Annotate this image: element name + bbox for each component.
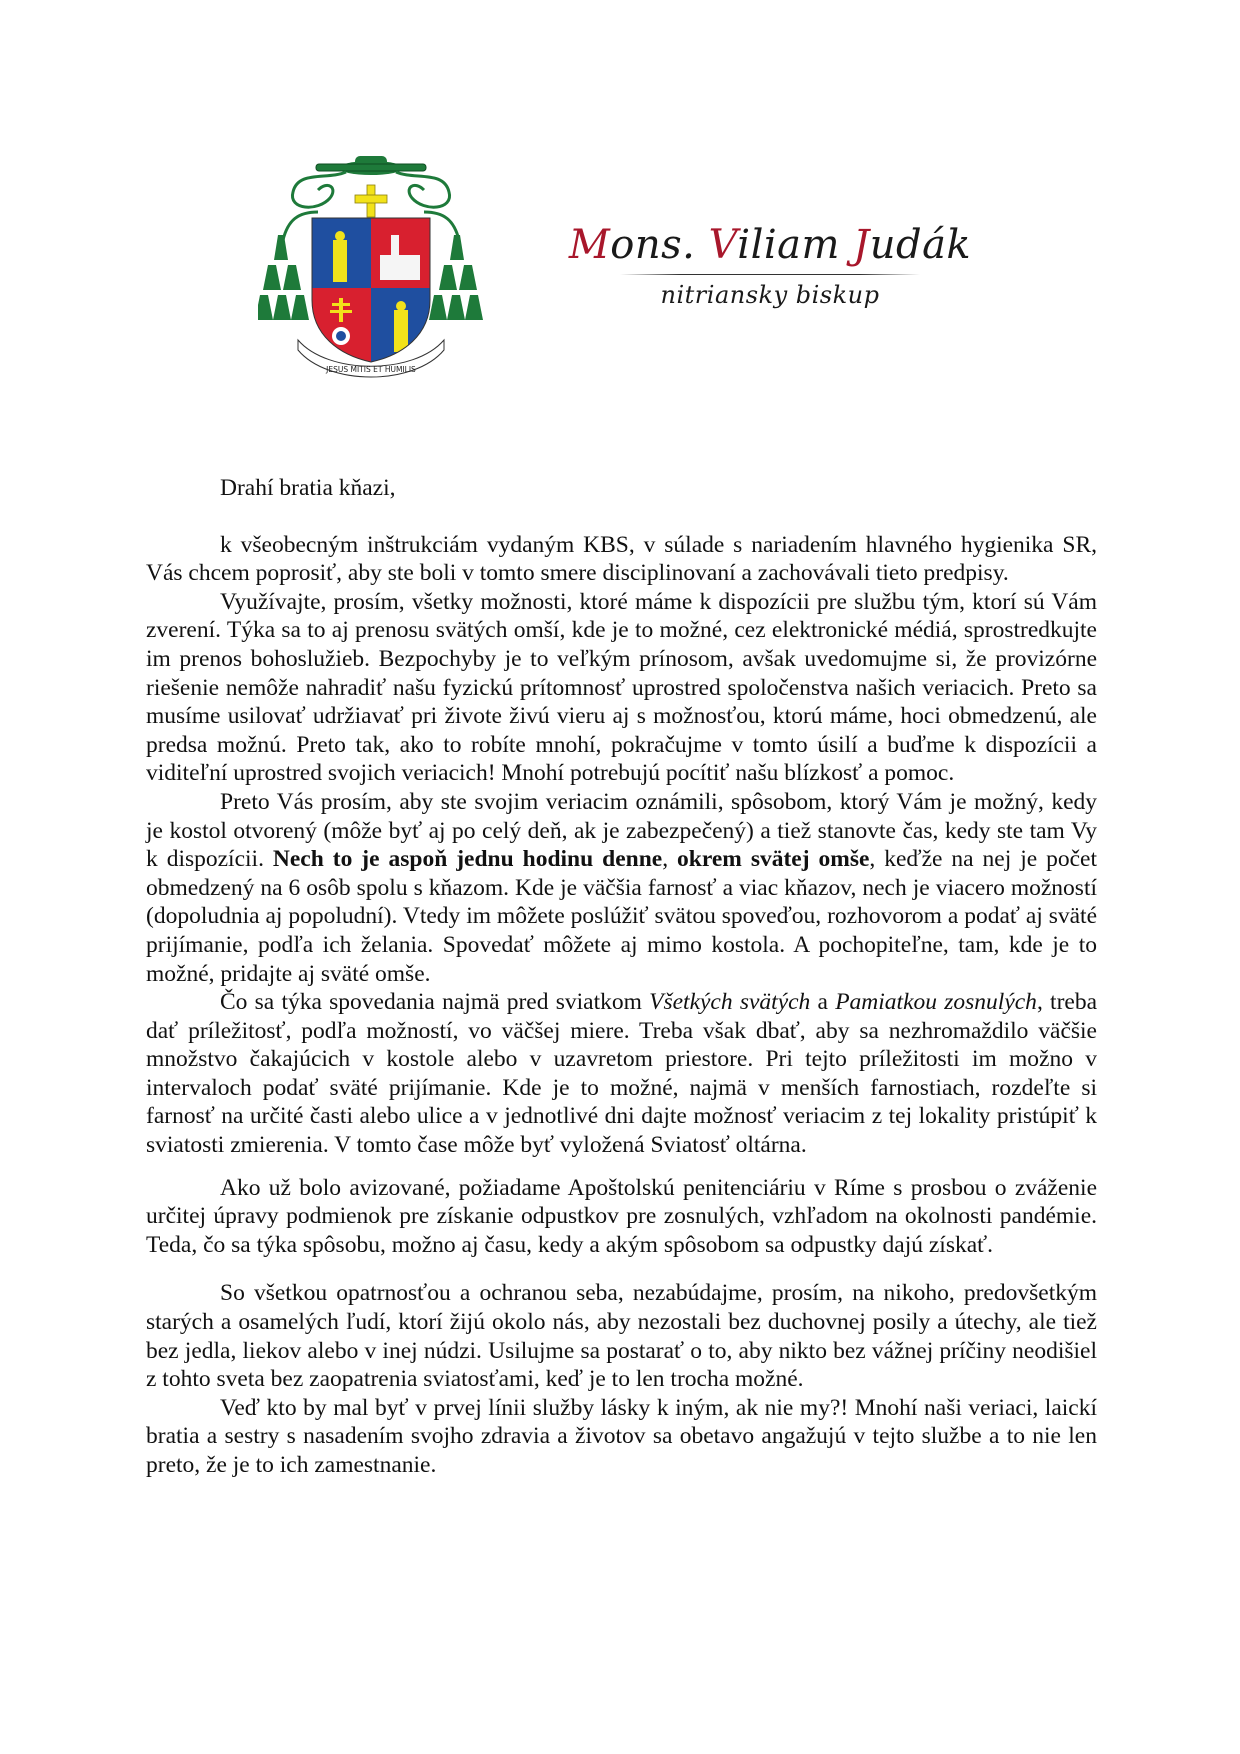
name-part: ons. [610, 222, 709, 268]
letter-body [146, 474, 1097, 1480]
italic-emphasis: Pamiatkou zosnulých [835, 989, 1037, 1016]
initial-j: J [853, 222, 870, 268]
salutation: Drahí bratia kňazi, [220, 475, 396, 501]
paragraph-6: So všetkou opatrnosťou a ochranou seba, nezabúdajme, prosím, na nikoho, predovšetkým starých a osamelých ľudí, ktorí žijú okolo nás, aby nezostali bez duchovnej posily a útechy, ale tiež bez jedla, liekov alebo v inej núdzi. Usilujme sa postarať o to, aby nikto bez vážnej príčiny neodišiel z tohto sveta bez zaopatrenia sviatosťami, keď je to len trocha možné. [146, 1280, 1097, 1393]
paragraph-4: Čo sa týka spovedania najmä pred sviatkom Všetkých svätých a Pamiatkou zosnulých, treba dať príležitosť, podľa možností, vo väčšej miere. Treba však dbať, aby sa nezhromaždilo väčšie množstvo čakajúcich v kostole alebo v uzavretom priestore. Pri tejto príležitosti im možno v intervaloch podať sväté prijímanie. Kde je to možné, najmä v menších farnostiach, rozdeľte si farnosť na určité časti alebo ulice a v jednotlivé dni dajte možnosť veriacim z tej lokality pristúpiť k sviatosti zmierenia. V tomto čase môže byť vyložená Sviatosť oltárna. [146, 989, 1098, 1159]
letterhead [560, 222, 980, 309]
bold-emphasis: Nech to je aspoň jednu hodinu denne [272, 846, 663, 873]
bishop-name [560, 222, 980, 268]
paragraph-1: k všeobecným inštrukciám vydaným KBS, v súlade s nariadením hlavného hygienika SR, Vás chcem poprosiť, aby ste boli v tomto smere disciplinovaní a zachovávali tieto predpisy. [146, 531, 1097, 587]
italic-emphasis: Všetkých svätých [649, 989, 811, 1016]
paragraph-3: Preto Vás prosím, aby ste svojim veriacim oznámili, spôsobom, ktorý Vám je možný, kedy je kostol otvorený (môže byť aj po celý deň, ak je zabezpečený) a tiež stanovte čas, kedy ste tam Vy k dispozícii. Nech to je aspoň jednu hodinu denne, okrem svätej omše, keďže na nej je počet obmedzený na 6 osôb spolu s kňazom. Kde je väčšia farnosť a viac kňazov, nech je viacero možností (dopoludnia aj popoludní). Vtedy im môžete poslúžiť svätou spoveďou, rozhovorom a podať aj sväté prijímanie, podľa ich želania. Spovedať môžete aj mimo kostola. A pochopiteľne, tam, kde je to možné, pridajte aj sväté omše. [146, 788, 1098, 987]
motto-text: JESUS MITIS ET HUMILIS [326, 365, 416, 374]
letterhead-divider [620, 274, 920, 275]
coat-of-arms-icon [258, 150, 484, 378]
paragraph-5: Ako už bolo avizované, požiadame Apoštolskú penitenciáriu v Ríme s prosbou o zváženie určitej úpravy podmienok pre získanie odpustkov pre zosnulých, vzhľadom na okolnosti pandémie. Teda, čo sa týka spôsobu, možno aj času, kedy a akým spôsobom sa odpustky dajú získať. [146, 1174, 1097, 1258]
name-part: iliam [737, 222, 854, 268]
bishop-title: nitriansky biskup [660, 281, 880, 309]
name-part: udák [869, 222, 972, 268]
paragraph-7: Veď kto by mal byť v prvej línii služby lásky k iným, ak nie my?! Mnohí naši veriaci, laickí bratia a sestry s nasadením svojho zdravia a životov sa obetavo angažujú v tejto službe a to nie len preto, že je to ich zamestnanie. [146, 1394, 1097, 1478]
initial-v: V [708, 222, 738, 268]
paragraph-2: Využívajte, prosím, všetky možnosti, ktoré máme k dispozícii pre službu tým, ktorí sú Vám zverení. Týka sa to aj prenosu svätých omší, kde je to možné, cez elektronické médiá, sprostredkujte im prenos bohoslužieb. Bezpochyby je to veľkým prínosom, avšak uvedomujme si, že provizórne riešenie nemôže nahradiť našu fyzickú prítomnosť uprostred spoločenstva našich veriacich. Preto sa musíme usilovať udržiavať pri živote živú vieru aj s možnosťou, ktorú máme, hoci obmedzenú, ale predsa možnú. Preto tak, ako to robíte mnohí, pokračujme v tomto úsilí a buďme k dispozícii a viditeľní uprostred svojich veriacich! Mnohí potrebujú pocítiť našu blízkosť a pomoc. [146, 588, 1097, 787]
bold-emphasis: okrem svätej omše [677, 846, 870, 873]
initial-m: M [568, 222, 611, 268]
